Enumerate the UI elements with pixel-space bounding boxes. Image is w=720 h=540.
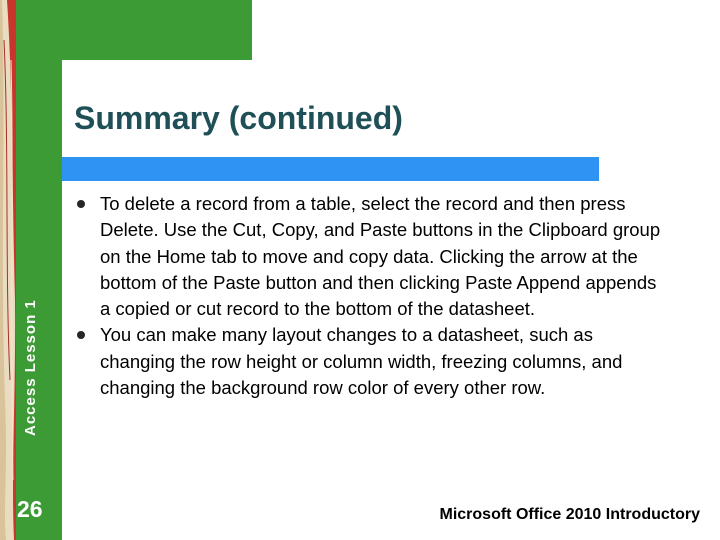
- bullet-item-layout-changes: [70, 322, 670, 401]
- bullet-text: You can make many layout changes to a datasheet, such as changing the row height or column width, freezing columns, and changing the background row color of every other row.: [100, 324, 623, 399]
- summary-bullet-list: [70, 191, 670, 401]
- bullet-item-delete-record: [70, 191, 670, 322]
- title-underline-bar: [62, 157, 599, 181]
- footer-course-title: Microsoft Office 2010 Introductory: [439, 506, 700, 523]
- decorative-leaf-strip: [0, 0, 16, 540]
- bullet-dot-icon: [77, 200, 85, 208]
- slide-page-number: 26: [17, 496, 43, 522]
- lesson-side-label: Access Lesson 1: [22, 299, 39, 436]
- green-top-band: [62, 0, 252, 60]
- slide-title: Summary (continued): [74, 100, 403, 136]
- bullet-text: To delete a record from a table, select the record and then press Delete. Use the Cut, Copy, and Paste buttons in the Clipboard group on the Home tab to move and copy data. Clicking the arrow at the bottom of the Paste button and then clicking Paste Append appends a copied or cut record to the bottom of the datasheet.: [100, 193, 661, 320]
- bullet-dot-icon: [77, 331, 85, 339]
